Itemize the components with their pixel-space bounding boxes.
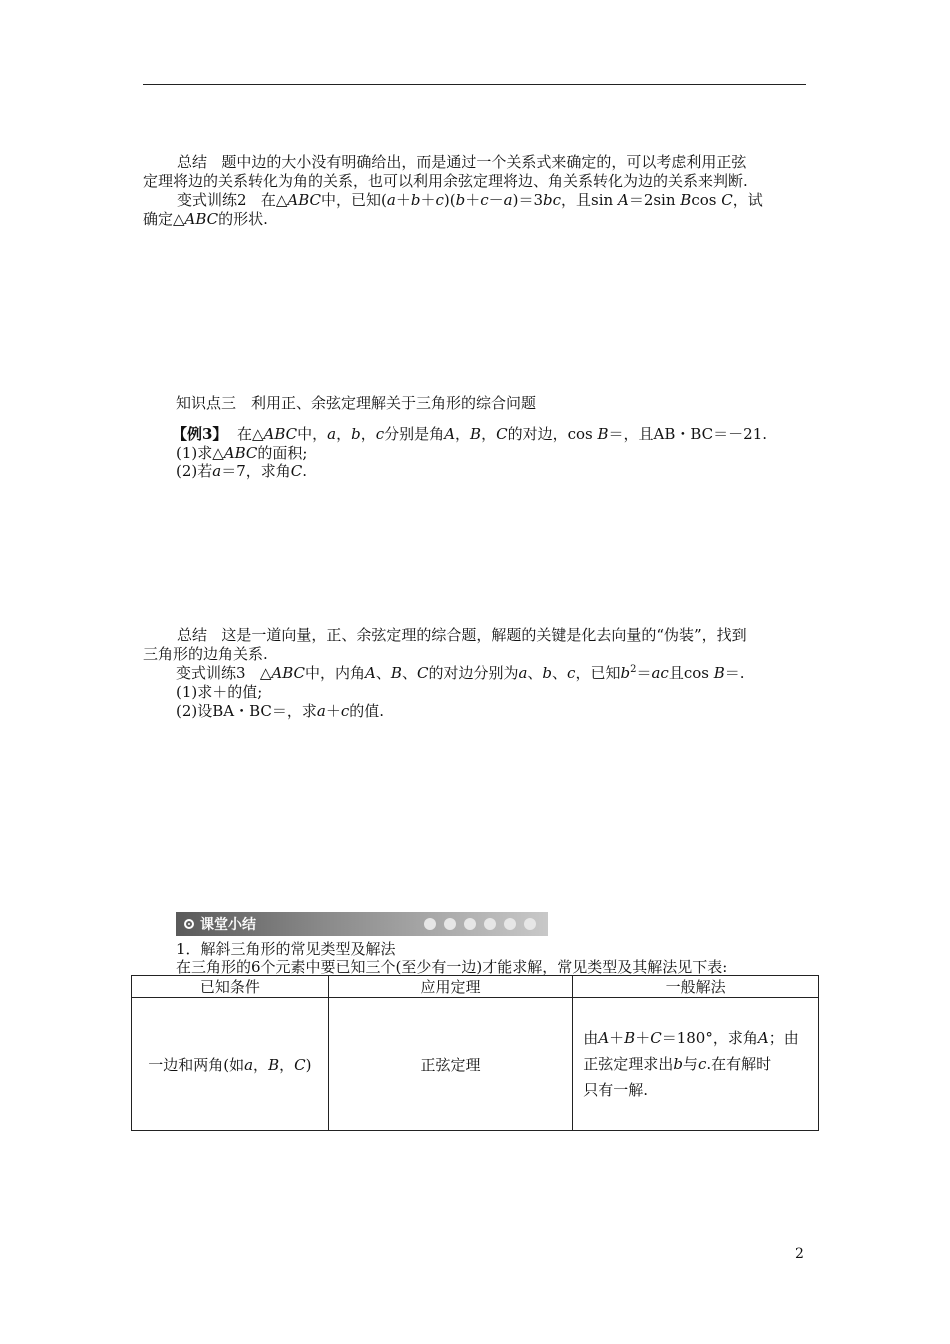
banner-title: 课堂小结 <box>200 917 256 933</box>
cell-theorem: 正弦定理 <box>328 998 573 1131</box>
example-3-question-2: (2)若a＝7，求角C. <box>176 462 308 480</box>
table-row <box>132 998 819 1131</box>
summary-paragraph-2: 总结 这是一道向量，正、余弦定理的综合题，解题的关键是化去向量的“伪装”，找到 三角形的边角关系. <box>143 626 747 663</box>
example-3: 【例3】 在△ABC中，a，b，c分别是角A，B，C的对边，cos B＝，且AB・BC＝－21. <box>172 425 768 443</box>
summary-label: 总结 <box>177 626 208 644</box>
table-header-row <box>132 976 819 998</box>
variant-3-question-1: (1)求＋的值; <box>176 683 263 701</box>
section-title-3: 知识点三 利用正、余弦定理解关于三角形的综合问题 <box>176 394 537 412</box>
summary-heading-1: 1．解斜三角形的常见类型及解法 <box>176 940 396 958</box>
class-summary-banner <box>176 912 548 936</box>
variant-exercise-3: 变式训练3 △ABC中，内角A、B、C的对边分别为a、b、c，已知$b^2=ac$且cos B＝. <box>176 664 745 682</box>
example-label: 【例3】 <box>172 425 228 443</box>
variant-3-question-2: (2)设BA・BC＝，求a＋c的值. <box>176 702 385 720</box>
header-general-method: 一般解法 <box>573 976 819 998</box>
cell-condition: 一边和两角(如a，B，C) <box>132 998 329 1131</box>
circle-bullet-icon <box>184 919 194 929</box>
header-applied-theorem: 应用定理 <box>328 976 573 998</box>
solution-types-table <box>131 975 819 1131</box>
cell-method: 由A＋B＋C＝180°，求角A；由 正弦定理求出b与c.在有解时 只有一解. <box>573 998 819 1131</box>
page-number: 2 <box>795 1246 804 1262</box>
decorative-dots <box>424 918 536 930</box>
summary-intro: 在三角形的6个元素中要已知三个(至少有一边)才能求解，常见类型及其解法见下表: <box>176 958 728 976</box>
summary-paragraph-1: 总结 题中边的大小没有明确给出，而是通过一个关系式来确定的，可以考虑利用正弦 定理将边的关系转化为角的关系，也可以利用余弦定理将边、角关系转化为边的关系来判断. <box>143 153 748 190</box>
variant-exercise-2: 变式训练2 在△ABC中，已知(a＋b＋c)(b＋c－a)＝3bc，且sin A＝2sin Bcos C，试 确定△ABC的形状. <box>143 191 763 228</box>
variant-label: 变式训练2 <box>177 191 247 209</box>
header-rule <box>143 84 806 85</box>
example-3-question-1: (1)求△ABC的面积; <box>176 444 308 462</box>
summary-label: 总结 <box>177 153 208 171</box>
variant-label: 变式训练3 <box>176 664 246 682</box>
header-known-conditions: 已知条件 <box>132 976 329 998</box>
